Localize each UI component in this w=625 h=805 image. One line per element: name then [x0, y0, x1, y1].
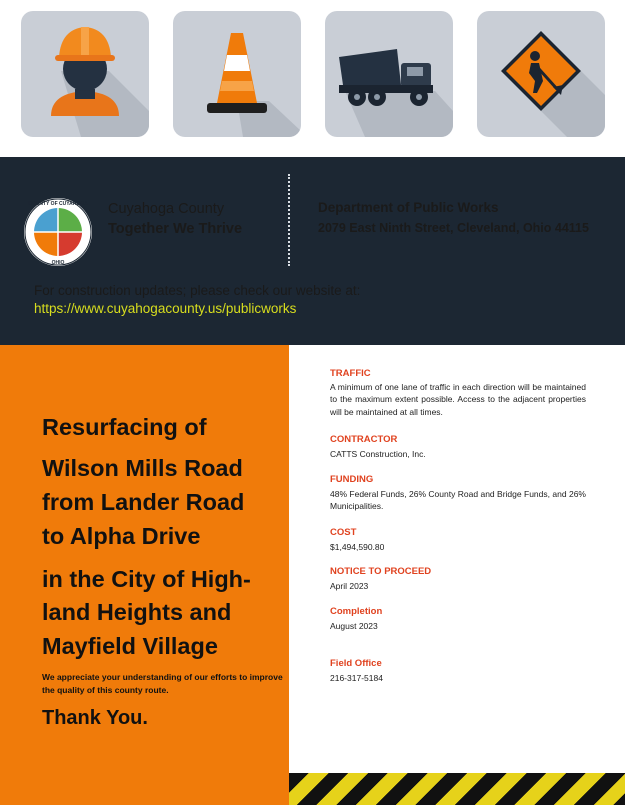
hazard-stripes	[289, 773, 625, 805]
completion-text: August 2023	[330, 621, 378, 631]
headline-line-4: to Alpha Drive	[42, 523, 201, 549]
svg-text:OHIO: OHIO	[51, 260, 65, 266]
appreciation-note: We appreciate your understanding of our efforts to improve the quality of this county route.	[42, 672, 283, 695]
construction-worker-icon	[21, 11, 149, 137]
traffic-heading: TRAFFIC	[330, 368, 371, 379]
funding-heading: FUNDING	[330, 474, 374, 485]
header-divider	[288, 174, 290, 266]
department-title: Department of Public Works	[318, 200, 499, 215]
traffic-text: A minimum of one lane of traffic in each direction will be maintained to the maximum extent possible. Access to the adjacent properties will be maintained at all times.	[330, 382, 586, 417]
cost-text: $1,494,590.80	[330, 542, 385, 552]
contractor-heading: CONTRACTOR	[330, 434, 398, 445]
headline-line-3: from Lander Road	[42, 489, 245, 515]
website-link[interactable]: https://www.cuyahogacounty.us/publicworks	[34, 301, 297, 316]
county-name: Cuyahoga County	[108, 201, 225, 217]
cost-heading: COST	[330, 527, 357, 538]
department-address: 2079 East Ninth Street, Cleveland, Ohio 44115	[318, 221, 589, 235]
completion-heading: Completion	[330, 606, 383, 617]
county-seal-logo	[18, 196, 98, 268]
updates-text: For construction updates; please check our website at:	[34, 283, 361, 298]
field-office-heading: Field Office	[330, 658, 382, 669]
dump-truck-icon	[325, 11, 453, 137]
men-at-work-sign-icon	[477, 11, 605, 137]
traffic-cone-icon	[173, 11, 301, 137]
thank-you: Thank You.	[42, 707, 148, 729]
county-motto: Together We Thrive	[108, 221, 243, 237]
headline-line-7: Mayfield Village	[42, 633, 218, 659]
field-office-phone: 216-317-5184	[330, 673, 383, 683]
funding-text: 48% Federal Funds, 26% County Road and Bridge Funds, and 26% Municipalities.	[330, 489, 586, 512]
notice-to-proceed-heading: NOTICE TO PROCEED	[330, 566, 432, 577]
headline-line-6: land Heights and	[42, 599, 232, 625]
headline-line-5: in the City of High-	[42, 566, 251, 592]
notice-to-proceed-text: April 2023	[330, 581, 369, 591]
headline-line-1: Resurfacing of	[42, 414, 207, 440]
contractor-text: CATTS Construction, Inc.	[330, 449, 426, 459]
headline-line-2: Wilson Mills Road	[42, 455, 243, 481]
svg-text:COUNTY OF CUYAHOGA: COUNTY OF CUYAHOGA	[28, 201, 88, 207]
icon-row	[0, 0, 625, 157]
